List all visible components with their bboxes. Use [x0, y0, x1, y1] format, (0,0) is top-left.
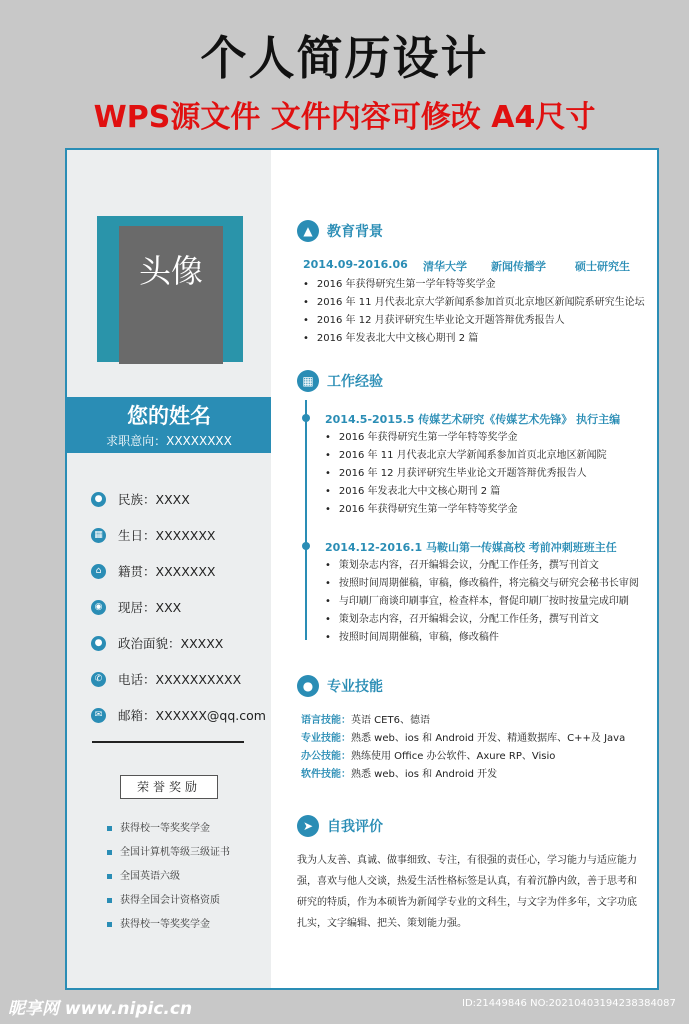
education-degree: 硕士研究生: [575, 260, 630, 273]
timeline-line: [305, 400, 307, 640]
left-column: [67, 150, 271, 988]
list-item: • 2016 年 12 月获评研究生毕业论文开题答辩优秀报告人: [303, 312, 645, 330]
mail-icon: ✉: [91, 708, 106, 723]
job-list: [325, 557, 639, 647]
badge-icon: ●: [91, 636, 106, 651]
location-icon: ◉: [91, 600, 106, 615]
education-list: [303, 276, 645, 348]
work-heading: ▦ 工作经验: [297, 370, 383, 392]
award-item: 获得校一等奖奖学金: [107, 822, 230, 846]
timeline-dot: [302, 414, 310, 422]
job-list: [325, 429, 607, 519]
list-item: • 2016 年发表北大中文核心期刊 2 篇: [325, 483, 607, 501]
award-item: 获得全国会计资格资质: [107, 894, 230, 918]
photo-frame: [97, 216, 243, 362]
job-header: 2014.12-2016.1 马鞍山第一传媒高校 考前冲刺班班主任: [325, 541, 617, 554]
awards-title: 荣誉奖励: [120, 775, 218, 799]
resume-sheet: [65, 148, 659, 990]
phone-icon: ✆: [91, 672, 106, 687]
skill-row: 专业技能：熟悉 web、ios 和 Android 开发、精通数据库、C++及 Java: [301, 733, 626, 744]
info-birthday: ▦ 生日：XXXXXXX: [91, 517, 266, 553]
name-bar: [67, 397, 271, 453]
candidate-name: 您的姓名: [127, 404, 211, 428]
award-item: 获得校一等奖奖学金: [107, 918, 230, 942]
education-heading: ▲ 教育背景: [297, 220, 383, 242]
info-ethnicity: ● 民族：XXXX: [91, 481, 266, 517]
job-intent: 求职意向：XXXXXXXX: [106, 434, 232, 448]
paper-plane-icon: ➤: [297, 815, 319, 837]
home-icon: ⌂: [91, 564, 106, 579]
timeline-dot: [302, 542, 310, 550]
info-email: ✉ 邮箱：XXXXXX@qq.com: [91, 697, 266, 733]
skill-row: 语言技能：英语 CET6、德语: [301, 715, 430, 726]
job-header: 2014.5-2015.5 传媒艺术研究《传媒艺术先锋》 执行主编: [325, 413, 621, 426]
evaluation-text: 我为人友善、真诚、做事细致、专注，有很强的责任心，学习能力与适应能力强，喜欢与他人交谈，热爱生活性格标签是认真，有着沉静内敛，善于思考和研究的特质，作为本硕皆为新闻学专业的文科生，与文字为伴多年，文字功底扎实，文字编辑、把关、策划能力强。: [297, 855, 637, 929]
info-hometown: ⌂ 籍贯：XXXXXXX: [91, 553, 266, 589]
personal-info-list: [91, 481, 266, 733]
calendar-icon: ▦: [297, 370, 319, 392]
graduation-cap-icon: ▲: [297, 220, 319, 242]
awards-list: [107, 822, 230, 942]
watermark-id: ID:21449846 NO:20210403194238384087: [462, 998, 676, 1009]
education-school: 清华大学: [423, 260, 467, 273]
education-major: 新闻传播学: [491, 260, 546, 273]
skills-heading: ● 专业技能: [297, 675, 383, 697]
list-item: • 2016 年 12 月获评研究生毕业论文开题答辩优秀报告人: [325, 465, 607, 483]
list-item: • 策划杂志内容，召开编辑会议，分配工作任务，撰写刊首文: [325, 611, 639, 629]
right-column: [271, 150, 659, 988]
list-item: • 2016 年获得研究生第一学年特等奖学金: [303, 276, 645, 294]
evaluation-heading: ➤ 自我评价: [297, 815, 383, 837]
skill-row: 办公技能：熟练使用 Office 办公软件、Axure RP、Visio: [301, 751, 556, 762]
list-item: • 策划杂志内容，召开编辑会议，分配工作任务，撰写刊首文: [325, 557, 639, 575]
person-icon: ●: [91, 492, 106, 507]
list-item: • 2016 年 11 月代表北京大学新闻系参加首页北京地区新闻院: [325, 447, 607, 465]
banner-subtitle: WPS源文件 文件内容可修改 A4尺寸: [93, 100, 596, 135]
info-phone: ✆ 电话：XXXXXXXXXX: [91, 661, 266, 697]
skills-list: [301, 712, 625, 784]
list-item: • 2016 年 11 月代表北京大学新闻系参加首页北京地区新闻院系研究生论坛: [303, 294, 645, 312]
watermark-logo: 昵享网 www.nipic.cn: [8, 999, 193, 1019]
list-item: • 按照时间周期催稿，审稿，修改稿件，将完稿交与研究会秘书长审阅: [325, 575, 639, 593]
banner-title: 个人简历设计: [200, 31, 489, 85]
user-icon: ●: [297, 675, 319, 697]
list-item: • 按照时间周期催稿，审稿，修改稿件: [325, 629, 639, 647]
skill-row: 软件技能：熟悉 web、ios 和 Android 开发: [301, 769, 498, 780]
photo-placeholder: 头像: [119, 226, 223, 364]
award-item: 全国计算机等级三级证书: [107, 846, 230, 870]
list-item: • 2016 年获得研究生第一学年特等奖学金: [325, 501, 607, 519]
left-divider: [92, 741, 244, 743]
list-item: • 与印刷厂商谈印刷事宜，检查样本，督促印刷厂按时按量完成印刷: [325, 593, 639, 611]
education-period: 2014.09-2016.06: [303, 258, 408, 271]
info-political: ● 政治面貌：XXXXX: [91, 625, 266, 661]
calendar-icon: ▦: [91, 528, 106, 543]
info-residence: ◉ 现居：XXX: [91, 589, 266, 625]
list-item: • 2016 年获得研究生第一学年特等奖学金: [325, 429, 607, 447]
education-summary: [303, 258, 653, 274]
award-item: 全国英语六级: [107, 870, 230, 894]
list-item: • 2016 年发表北大中文核心期刊 2 篇: [303, 330, 645, 348]
